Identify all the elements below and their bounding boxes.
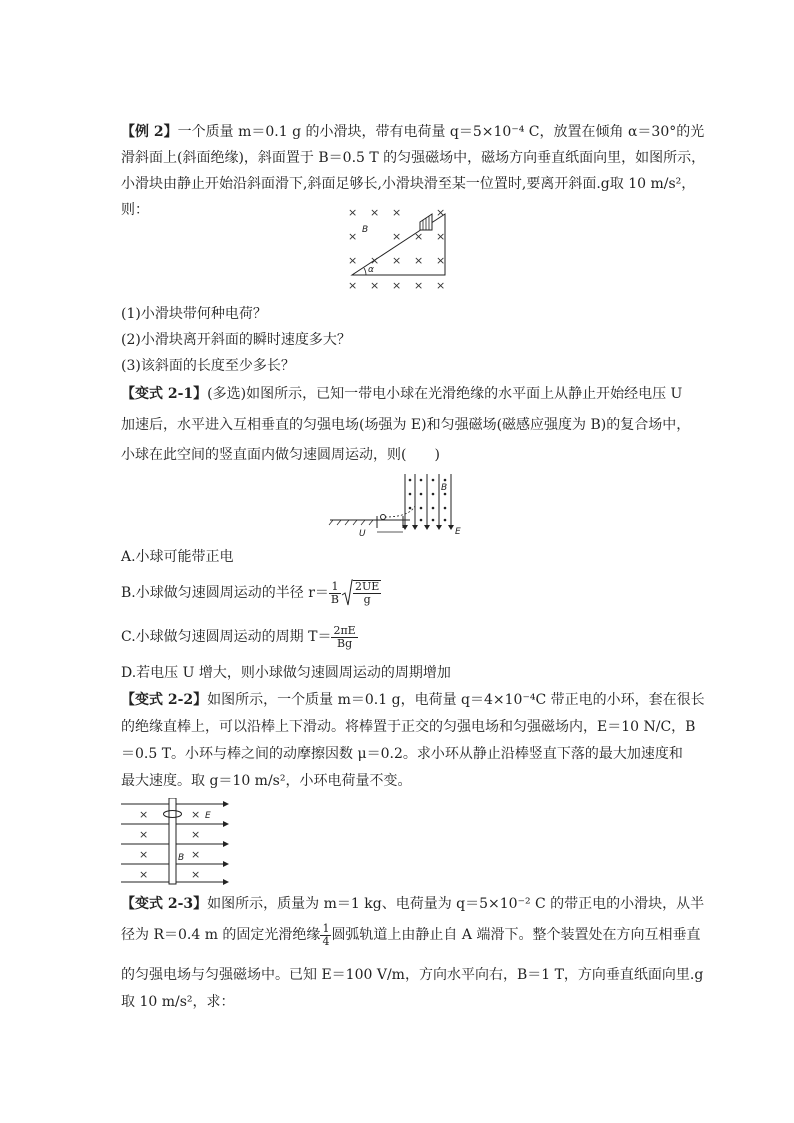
svg-text:×: × <box>436 254 446 267</box>
variant23-tag: 【变式 2-3】 <box>121 896 208 912</box>
variant22-line3: ＝0.5 T。小环与棒之间的动摩擦因数 μ＝0.2。求小环从静止沿棒竖直下落的最大加速度和 <box>121 746 683 762</box>
charged-ball <box>381 515 386 520</box>
field-B-label: B <box>362 225 369 235</box>
example2-q1: (1)小滑块带何种电荷？ <box>121 306 267 322</box>
svg-text:×: × <box>414 230 424 243</box>
variant21-line2: 加速后，水平进入互相垂直的匀强电场(场强为 E)和匀强磁场(磁感应强度为 B)的复合场中， <box>121 417 691 433</box>
svg-text:×: × <box>370 254 380 267</box>
svg-text:×: × <box>348 230 358 243</box>
variant21-line1: 【变式 2-1】(多选)如图所示，已知一带电小球在光滑绝缘的水平面上从静止开始经电压 U <box>121 386 683 402</box>
example2-line1: 【例 2】一个质量 m＝0.1 g 的小滑块，带有电荷量 q＝5×10⁻⁴ C，放置在倾角 α＝30°的光 <box>121 124 705 140</box>
example2-line4: 则： <box>121 202 149 218</box>
svg-text:×: × <box>392 206 402 219</box>
svg-text:×: × <box>436 230 446 243</box>
field-E-label: E <box>455 527 461 537</box>
variant23-line2: 径为 R＝0.4 m 的固定光滑绝缘 $\frac{1}{4}$ 圆弧轨道上由静止自 A 端滑下。整个装置处在方向互相垂直 <box>121 921 701 948</box>
optC-fraction: $\frac{2\pi E}{Bg}$ <box>333 623 356 650</box>
angle-arc <box>364 268 366 275</box>
svg-text:×: × <box>139 868 149 881</box>
svg-text:×: × <box>139 828 149 841</box>
svg-text:×: × <box>191 848 201 861</box>
variant23-line3: 的匀强电场与匀强磁场中。已知 E＝100 V/m，方向水平向右，B＝1 T，方向垂直纸面向里.g <box>121 967 704 983</box>
electric-field-arrows <box>223 801 229 885</box>
svg-text:×: × <box>348 279 358 292</box>
svg-text:×: × <box>436 206 446 219</box>
quarter-fraction: $\frac{1}{4}$ <box>322 921 330 948</box>
field-B-label: B <box>441 483 448 493</box>
svg-text:×: × <box>139 808 149 821</box>
field-E-label: E <box>205 811 211 821</box>
voltage-U-label: U <box>359 529 366 538</box>
variant21-optA: A.小球可能带正电 <box>121 549 234 565</box>
variant22-line4: 最大速度。取 g＝10 m/s²，小环电荷量不变。 <box>121 773 412 789</box>
example2-tag: 【例 2】 <box>121 124 178 140</box>
variant22-line1: 【变式 2-2】如图所示，一个质量 m＝0.1 g，电荷量 q＝4×10⁻⁴C 带正电的小环，套在很长 <box>121 692 705 708</box>
variant23-line4: 取 10 m/s²，求： <box>121 994 235 1010</box>
incline-magnetic-field-figure <box>340 202 460 297</box>
variant23-line1: 【变式 2-3】如图所示，质量为 m＝1 kg、电荷量为 q＝5×10⁻² C 的带正电的小滑块，从半 <box>121 896 705 912</box>
example2-q3: (3)该斜面的长度至少多长？ <box>121 358 295 374</box>
svg-text:×: × <box>348 206 358 219</box>
variant22-line2: 的绝缘直棒上，可以沿棒上下滑动。将棒置于正交的匀强电场和匀强磁场内，E＝10 N/C，B <box>121 719 696 735</box>
svg-text:×: × <box>392 254 402 267</box>
variant21-optB: B.小球做匀速圆周运动的半径 r＝ $\frac{1}{B}$ $\frac{2UE}{g}$ <box>121 579 380 606</box>
optB-fraction: $\frac{1}{B}$ <box>330 579 339 606</box>
svg-text:×: × <box>139 848 149 861</box>
svg-text:×: × <box>191 868 201 881</box>
svg-text:×: × <box>370 279 380 292</box>
optB-sqrt: $\frac{2UE}{g}$ <box>341 578 381 608</box>
combined-field-figure <box>325 470 475 538</box>
svg-text:×: × <box>392 230 402 243</box>
slider-block <box>420 214 432 230</box>
alpha-label: α <box>368 265 374 275</box>
svg-text:×: × <box>414 279 424 292</box>
variant21-line3: 小球在此空间的竖直面内做匀速圆周运动，则( ) <box>121 447 440 463</box>
svg-text:×: × <box>191 808 201 821</box>
example2-line2: 滑斜面上(斜面绝缘)，斜面置于 B＝0.5 T 的匀强磁场中，磁场方向垂直纸面向里，如图所示， <box>121 150 706 166</box>
example2-line3: 小滑块由静止开始沿斜面滑下,斜面足够长,小滑块滑至某一位置时,要离开斜面.g取 10 m/s²， <box>121 176 696 192</box>
variant22-tag: 【变式 2-2】 <box>121 692 208 708</box>
svg-text:×: × <box>191 828 201 841</box>
field-B-label: B <box>178 853 185 863</box>
plane-hatching <box>329 520 373 525</box>
svg-text:×: × <box>348 254 358 267</box>
variant21-optC: C.小球做匀速圆周运动的周期 T＝ $\frac{2\pi E}{Bg}$ <box>121 623 356 650</box>
svg-text:×: × <box>414 254 424 267</box>
svg-text:×: × <box>392 279 402 292</box>
field-arrowheads <box>402 525 454 530</box>
svg-text:×: × <box>370 206 380 219</box>
variant21-optD: D.若电压 U 增大，则小球做匀速圆周运动的周期增加 <box>121 665 451 681</box>
ring-rod-figure <box>119 798 231 886</box>
variant21-tag: 【变式 2-1】 <box>121 386 208 402</box>
example2-q2: (2)小滑块离开斜面的瞬时速度多大？ <box>121 332 351 348</box>
svg-text:×: × <box>436 279 446 292</box>
